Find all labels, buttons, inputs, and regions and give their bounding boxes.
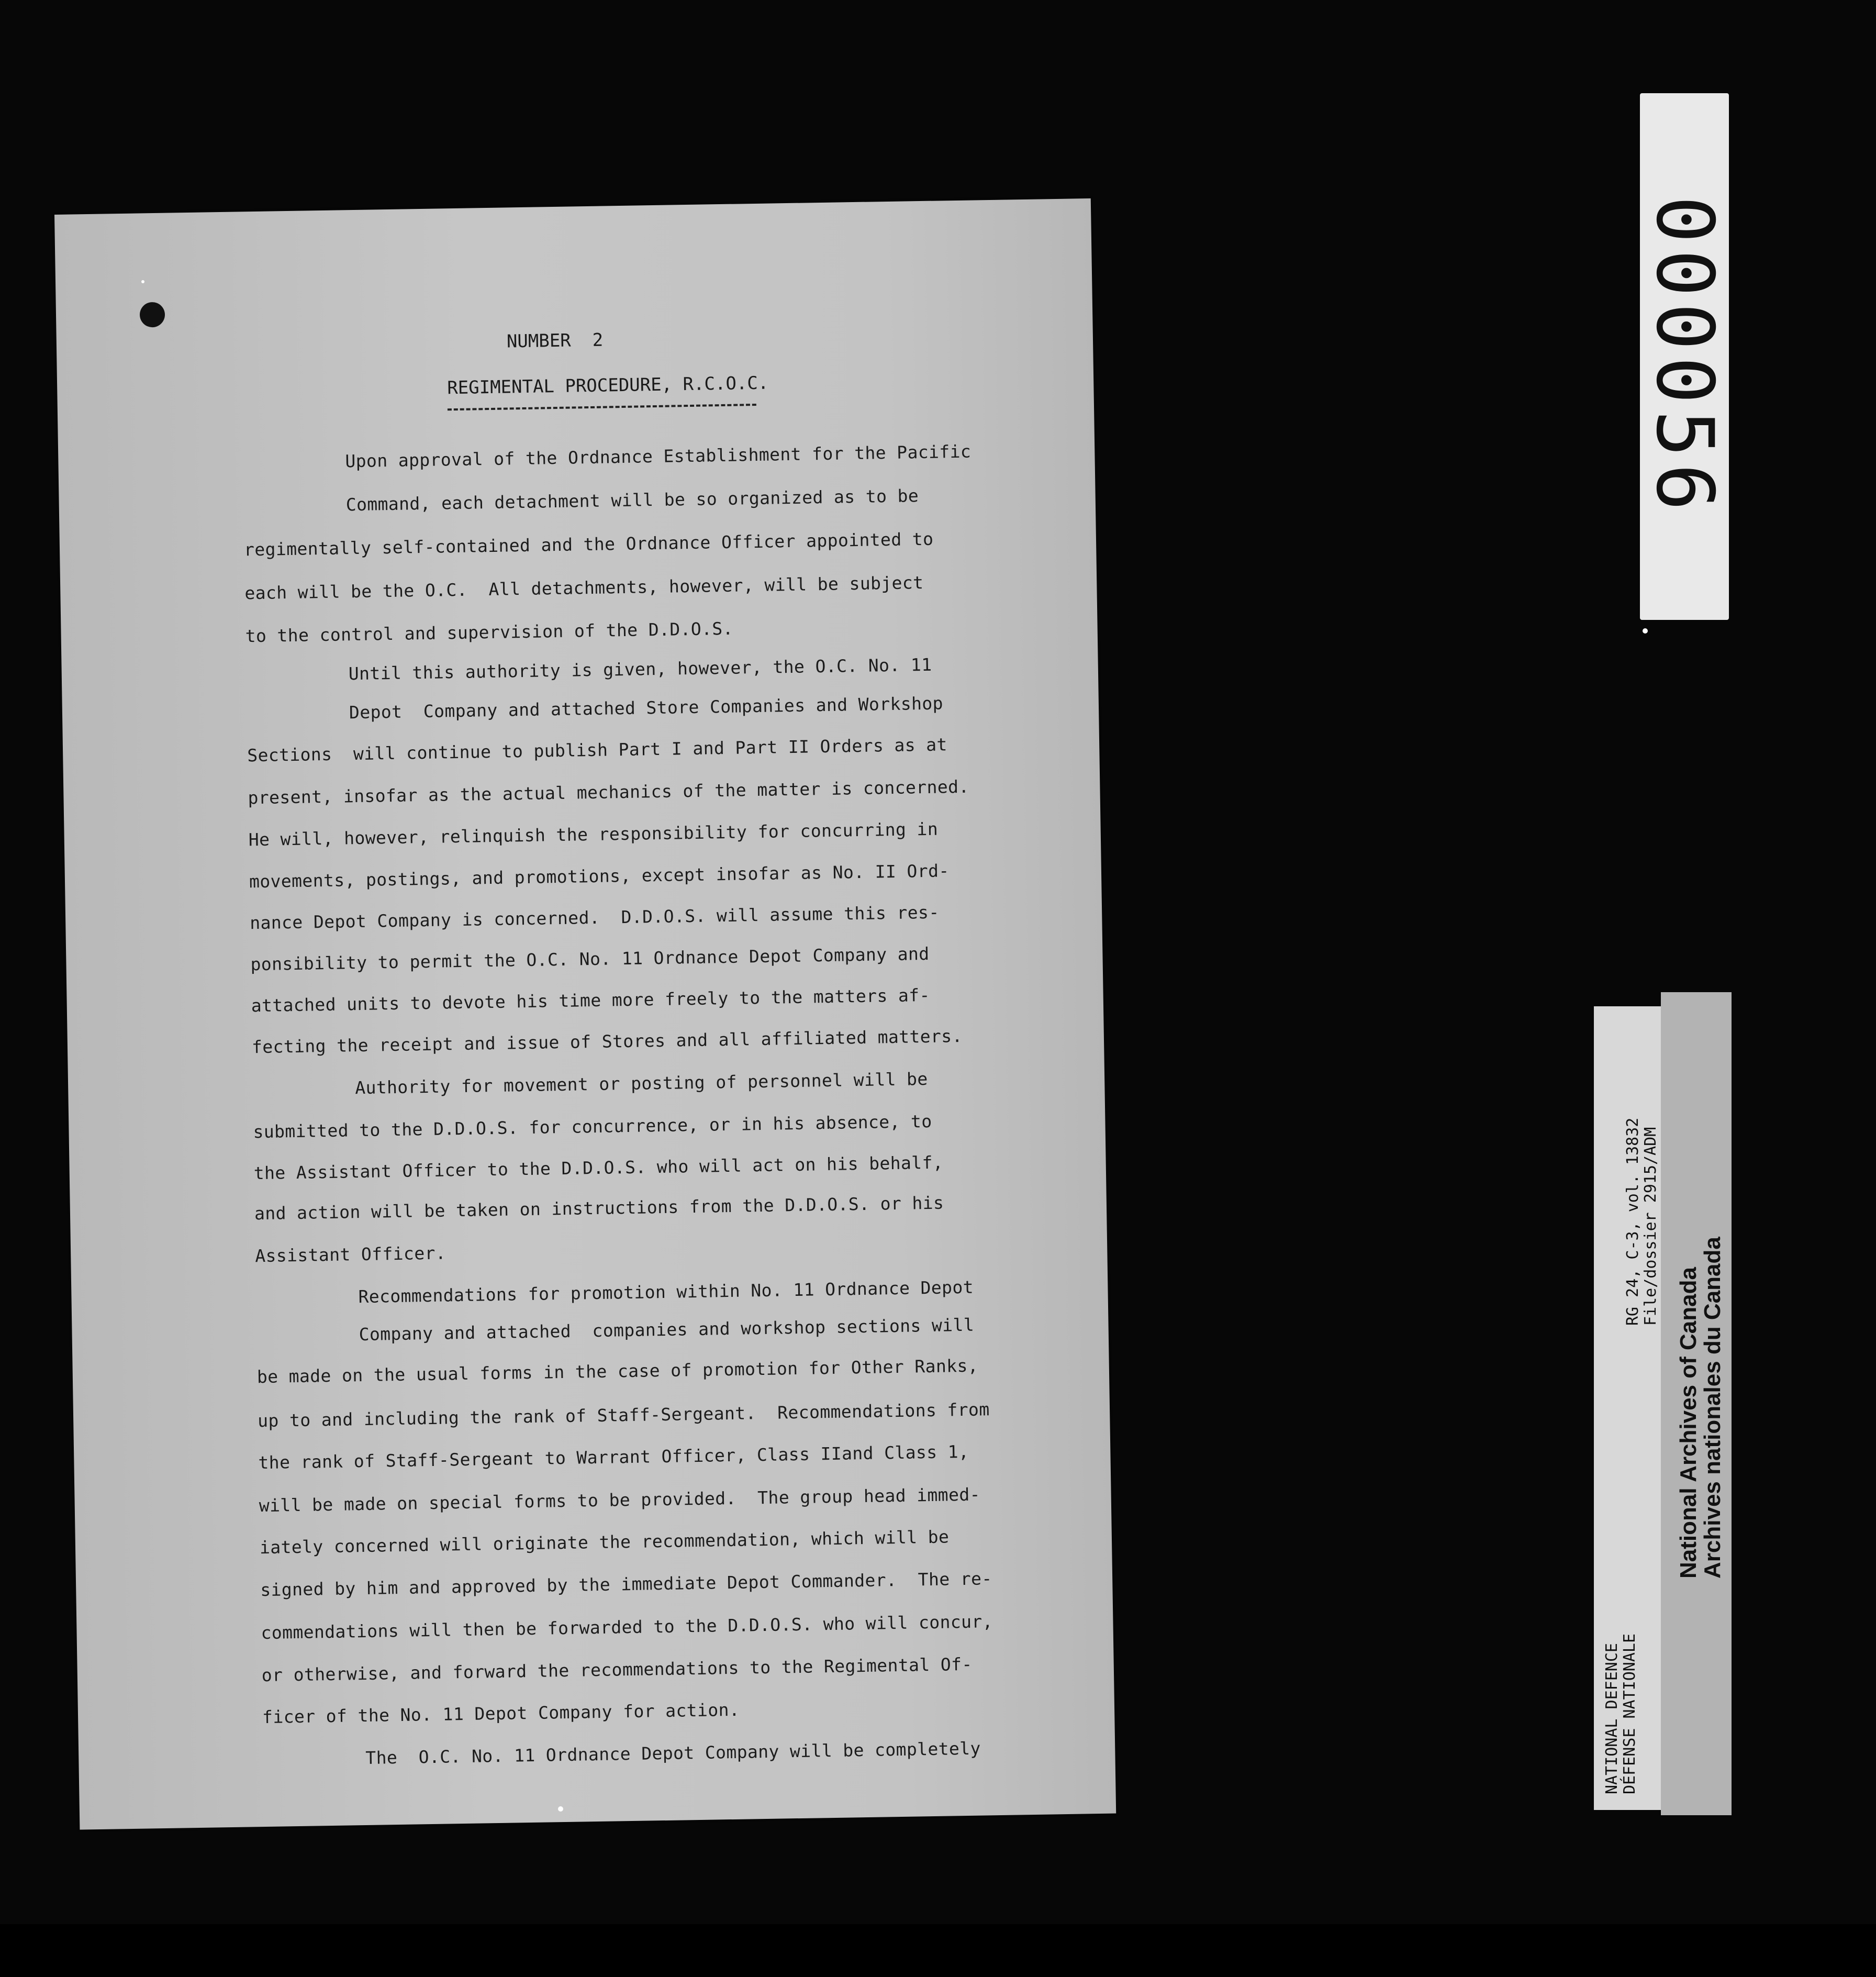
text-line: to the control and supervision of the D.D.O.S. (245, 618, 734, 647)
film-bottom-edge (0, 1924, 1876, 1977)
frame-number: 000056 (1639, 196, 1730, 517)
text-line: Company and attached companies and workshop sections will (359, 1314, 975, 1345)
department-line-2: DÉFENSE NATIONALE (1621, 1633, 1639, 1794)
department-label (1594, 1006, 1661, 1810)
text-line: be made on the usual forms in the case of promotion for Other Ranks, (256, 1355, 979, 1387)
film-speck (1643, 628, 1648, 634)
archives-text (1677, 1237, 1725, 1579)
text-line: regimentally self-contained and the Ordnance Officer appointed to (243, 528, 934, 560)
text-line: The O.C. No. 11 Ordnance Depot Company will be completely (365, 1738, 981, 1769)
archives-french: Archives nationales du Canada (1700, 1237, 1725, 1579)
text-line: Recommendations for promotion within No. 11 Ordnance Depot (358, 1276, 974, 1307)
text-line: Assistant Officer. (254, 1242, 446, 1267)
text-line: Upon approval of the Ordnance Establishment for the Pacific (345, 441, 972, 472)
text-line: and action will be taken on instructions from the D.D.O.S. or his (254, 1192, 944, 1224)
text-line: will be made on special forms to be provided. The group head immed- (259, 1484, 981, 1516)
department-line-1: NATIONAL DEFENCE (1603, 1643, 1621, 1794)
text-line: attached units to devote his time more freely to the matters af- (251, 984, 931, 1016)
reference-line-2: File/dossier 2915/ADM (1642, 1127, 1660, 1326)
text-line: fecting the receipt and issue of Stores and all affiliated matters. (251, 1025, 963, 1058)
text-line: each will be the O.C. All detachments, however, will be subject (244, 572, 924, 604)
text-line: or otherwise, and forward the recommendations to the Regimental Of- (261, 1653, 973, 1686)
document-page (54, 198, 1116, 1830)
archives-label (1661, 992, 1732, 1815)
text-line: nance Depot Company is concerned. D.D.O.S. will assume this res- (249, 902, 940, 934)
text-line: commendations will then be forwarded to the D.D.O.S. who will concur, (261, 1611, 993, 1643)
text-line: Command, each detachment will be so organized as to be (345, 485, 919, 515)
text-line: Authority for movement or posting of personnel will be (354, 1068, 928, 1098)
reference-text (1624, 1118, 1660, 1326)
text-line: iately concerned will originate the recommendation, which will be (259, 1526, 950, 1558)
text-line: He will, however, relinquish the responsibility for concurring in (248, 818, 939, 850)
text-line: ficer of the No. 11 Depot Company for action. (262, 1699, 740, 1728)
text-line: signed by him and approved by the immediate Depot Commander. The re- (260, 1568, 992, 1601)
heading-number: NUMBER 2 (506, 329, 604, 352)
archives-english: National Archives of Canada (1676, 1267, 1701, 1579)
reference-line-1: RG 24, C-3, vol. 13832 (1624, 1117, 1642, 1326)
film-speck (558, 1806, 563, 1812)
text-line: up to and including the rank of Staff-Sergeant. Recommendations from (257, 1399, 990, 1431)
text-line: movements, postings, and promotions, except insofar as No. II Ord- (249, 860, 950, 892)
text-line: Depot Company and attached Store Companies and Workshop (349, 693, 944, 723)
text-line: the Assistant Officer to the D.D.O.S. who will act on his behalf, (253, 1152, 944, 1184)
heading-underline (448, 404, 756, 410)
frame-number-tag (1640, 93, 1729, 620)
punch-hole (140, 302, 165, 328)
text-line: Sections will continue to publish Part I and Part II Orders as at (247, 734, 948, 766)
text-line: present, insofar as the actual mechanics of the matter is concerned. (248, 776, 969, 808)
text-line: the rank of Staff-Sergeant to Warrant Officer, Class IIand Class 1, (258, 1441, 969, 1473)
text-line: ponsibility to permit the O.C. No. 11 Ordnance Depot Company and (250, 943, 930, 975)
department-text (1603, 1634, 1639, 1794)
film-speck (141, 280, 144, 283)
text-line: Until this authority is given, however, the O.C. No. 11 (348, 654, 932, 684)
text-line: submitted to the D.D.O.S. for concurrence, or in his absence, to (253, 1110, 932, 1142)
heading-title: REGIMENTAL PROCEDURE, R.C.O.C. (446, 372, 769, 399)
